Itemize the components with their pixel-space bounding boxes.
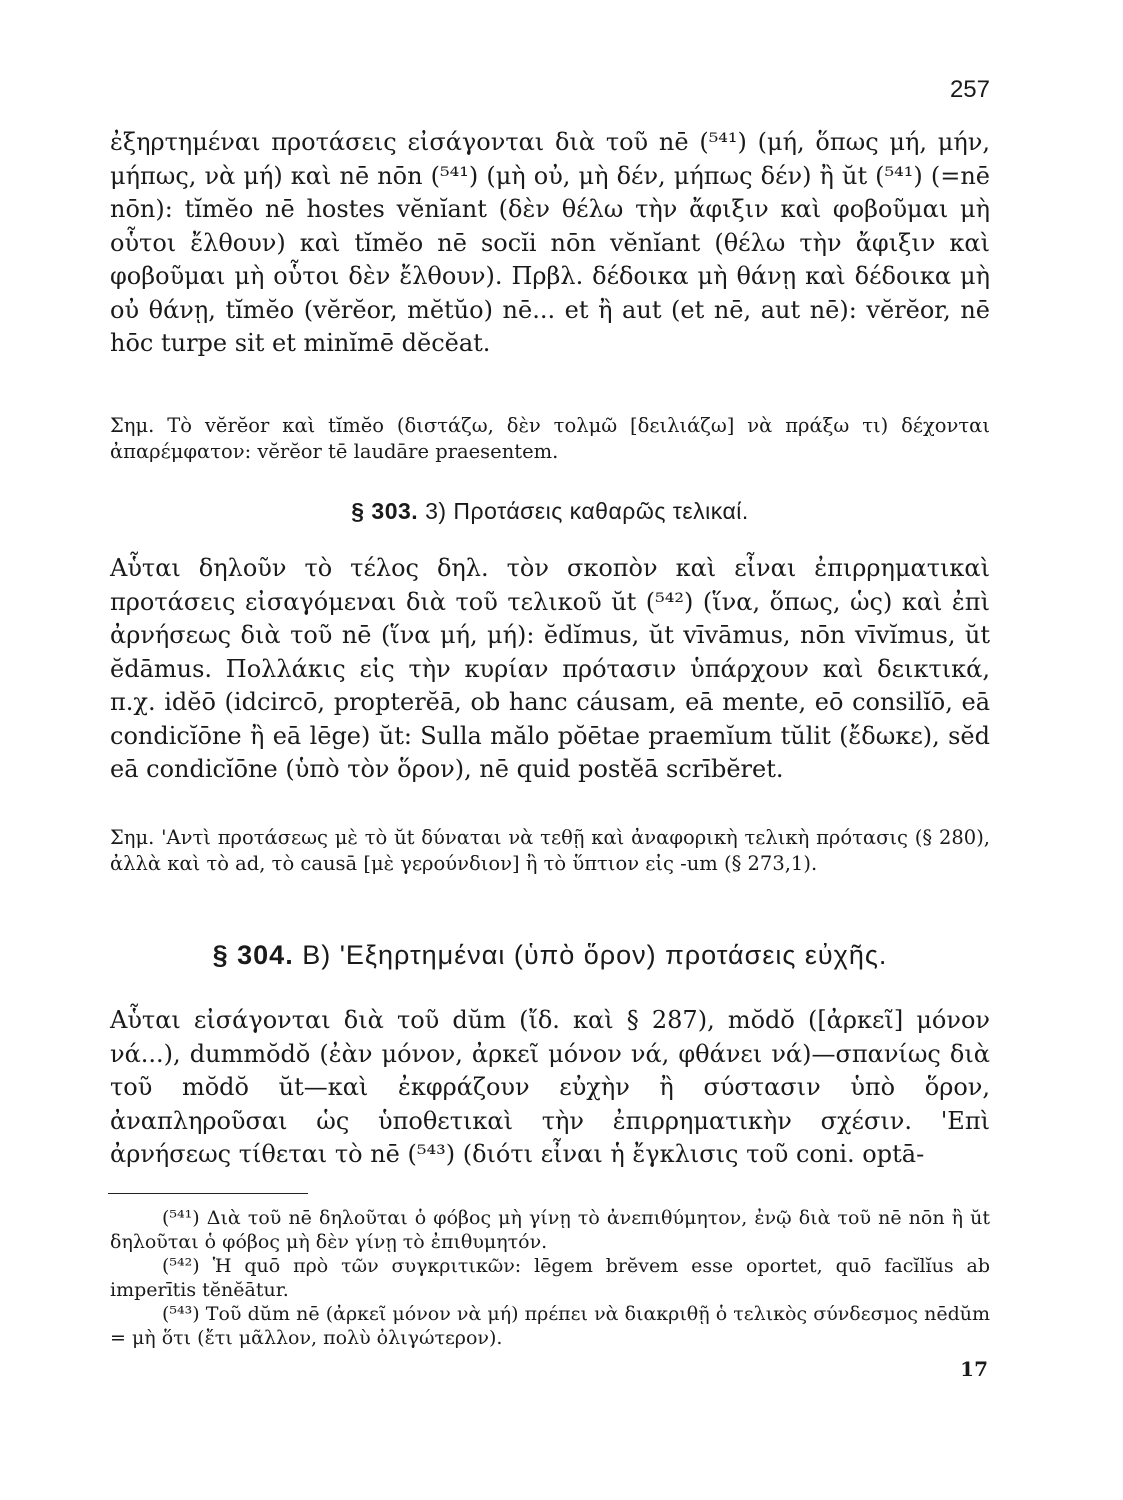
paragraph-text-3: Αὗται εἰσάγονται διὰ τοῦ dŭm (ἴδ. καὶ § 287), mŏdŏ ([ἀρκεῖ] μόνον νά...), dummŏdŏ (ἐὰν μόνον, ἀρκεῖ μόνον νά, φθάνει νά)—σπανίως διὰ τοῦ mŏdŏ ŭt—καὶ ἐκφράζουν εὐχὴν ἢ σύστασιν ὑπὸ ὅρον, ἀναπληροῦσαι ὡς ὑποθετικαὶ τὴν ἐπιρρηματικὴν σχέσιν. 'Επὶ ἀρνήσεως τίθεται τὸ nē (⁵⁴³) (διότι εἶναι ἡ ἔγκλισις τοῦ coni. optā- [110,1006,990,1168]
page-number: 257 [949,76,990,103]
note-vereor-timeo [110,413,990,465]
section-304-title: Β) 'Εξηρτημέναι (ὑπὸ ὅρον) προτάσεις εὐχῆς. [302,940,888,970]
footnote-543: (⁵⁴³) Τοῦ dŭm nē (ἀρκεῖ μόνον νὰ μή) πρέπει νὰ διακριθῇ ὁ τελικὸς σύνδεσμος nēdŭm = μὴ ὅτι (ἔτι μᾶλλον, πολὺ ὀλιγώτερον). [110,1303,990,1349]
section-303-number: § 303. [351,498,419,524]
footnote-541: (⁵⁴¹) Διὰ τοῦ nē δηλοῦται ὁ φόβος μὴ γίνῃ τὸ ἀνεπιθύμητον, ἐνῷ διὰ τοῦ nē nōn ἢ ŭt δηλοῦται ὁ φόβος μὴ δὲν γίνῃ τὸ ἐπιθυμητόν. [110,1207,990,1253]
section-304-heading [110,940,990,971]
paragraph-text-2: Αὗται δηλοῦν τὸ τέλος δηλ. τὸν σκοπὸν καὶ εἶναι ἐπιρρηματικαὶ προτάσεις εἰσαγόμεναι διὰ τοῦ τελικοῦ ŭt (⁵⁴²) (ἵνα, ὅπως, ὡς) καὶ ἐπὶ ἀρνήσεως διὰ τοῦ nē (ἵνα μή, μή): ĕdĭmus, ŭt vīvāmus, nōn vīvĭmus, ŭt ĕdāmus. Πολλάκις εἰς τὴν κυρίαν πρότασιν ὑπάρχουν καὶ δεικτικά, π.χ. idĕō (idcircō, propterĕā, ob hanc cáusam, eā mente, eō consilĭō, eā condicĭōne ἢ eā lēge) ŭt: Sulla mălo pŏētae praemĭum tŭlit (ἔδωκε), sĕd eā condicĭōne (ὑπὸ τὸν ὅρον), nē quid postĕā scrībĕret. [110,554,990,783]
paragraph-purpose-clauses [110,552,990,787]
section-303-title: 3) Προτάσεις καθαρῶς τελικαί. [425,498,749,524]
section-304-number: § 304. [212,940,294,970]
footnote-divider [108,1193,308,1194]
footnotes [110,1206,990,1350]
note-ut-alternative [110,825,990,877]
footnote-542: (⁵⁴²) Ἡ quō πρὸ τῶν συγκριτικῶν: lēgem brĕvem esse oportet, quō facĭlĭus ab imperītis tĕnĕātur. [110,1255,990,1301]
section-303-heading [110,498,990,525]
paragraph-text-1: ἐξηρτημέναι προτάσεις εἰσάγονται διὰ τοῦ nē (⁵⁴¹) (μή, ὅπως μή, μήν, μήπως, νὰ μή) καὶ nē nōn (⁵⁴¹) (μὴ οὐ, μὴ δέν, μήπως δέν) ἢ ŭt (⁵⁴¹) (=nē nōn): tĭmĕo nē hostes vĕnĭant (δὲν θέλω τὴν ἄφιξιν καὶ φοβοῦμαι μὴ οὗτοι ἔλθουν) καὶ tĭmĕo nē socĭi nōn vĕnĭant (θέλω τὴν ἄφιξιν καὶ φοβοῦμαι μὴ οὗτοι δὲν ἔλθουν). Πρβλ. δέδοικα μὴ θάνῃ καὶ δέδοικα μὴ οὐ θάνῃ, tĭmĕo (vĕrĕor, mĕtŭo) nē... et ἢ aut (et nē, aut nē): vĕrĕor, nē hōc turpe sit et minĭmē dĕcĕat. [110,128,990,357]
note-text-1: Σημ. Τὸ vĕrĕor καὶ tĭmĕo (διστάζω, δὲν τολμῶ [δειλιάζω] νὰ πράξω τι) δέχονται ἀπαρέμφατον: vĕrĕor tē laudāre praesentem. [110,414,990,463]
signature-mark: 17 [960,1357,988,1381]
paragraph-wish-clauses [110,1004,990,1172]
paragraph-subordinate-clauses [110,126,990,361]
note-text-2: Σημ. 'Αντὶ προτάσεως μὲ τὸ ŭt δύναται νὰ τεθῇ καὶ ἀναφορικὴ τελικὴ πρότασις (§ 280), ἀλλὰ καὶ τὸ ad, τὸ causā [μὲ γερούνδιον] ἢ τὸ ὕπτιον εἰς -um (§ 273,1). [110,826,990,875]
